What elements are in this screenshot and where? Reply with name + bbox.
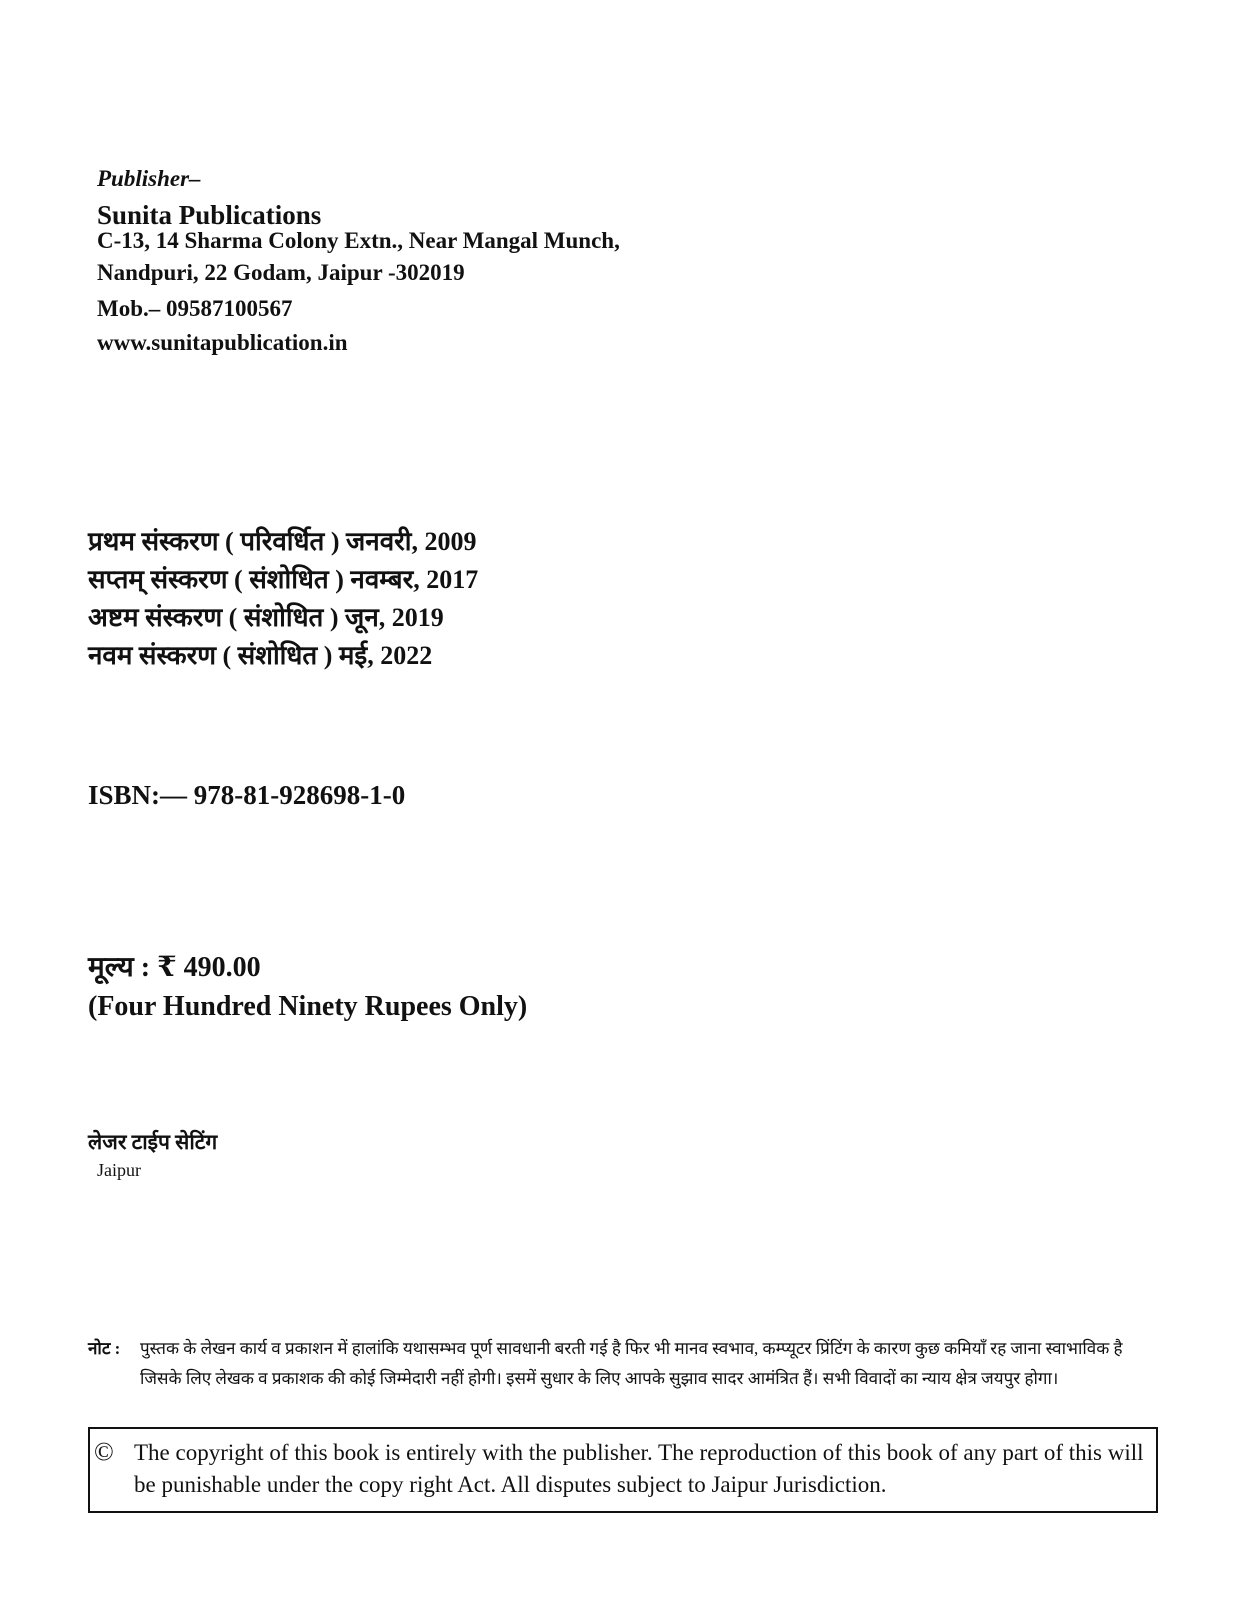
publisher-address-line2: Nandpuri, 22 Godam, Jaipur -302019 <box>97 260 465 285</box>
note <box>88 1334 1158 1394</box>
publisher-website: www.sunitapublication.in <box>97 330 348 355</box>
typesetting-city: Jaipur <box>97 1160 141 1180</box>
edition-line: प्रथम संस्करण ( परिवर्धित ) जनवरी, 2009 <box>88 527 477 556</box>
publisher-label: Publisher– <box>97 166 201 191</box>
edition-line: सप्तम् संस्करण ( संशोधित ) नवम्बर, 2017 <box>88 565 479 594</box>
isbn: ISBN:— 978-81-928698-1-0 <box>88 780 406 810</box>
copyright-icon: © <box>94 1437 114 1466</box>
edition-line: अष्टम संस्करण ( संशोधित ) जून, 2019 <box>88 603 444 632</box>
price-in-words: (Four Hundred Ninety Rupees Only) <box>88 991 528 1022</box>
publisher-mobile: Mob.– 09587100567 <box>97 296 293 321</box>
publisher-address-line1: C-13, 14 Sharma Colony Extn., Near Mangal Munch, <box>97 228 620 253</box>
copyright-box <box>88 1427 1158 1513</box>
note-text: पुस्तक के लेखन कार्य व प्रकाशन में हालांकि यथासम्भव पूर्ण सावधानी बरती गई है फिर भी मानव स्वभाव, कम्प्यूटर प्रिंटिंग के कारण कुछ कमियाँ रह जाना स्वाभाविक है जिसके लिए लेखक व प्रकाशक की कोई जिम्मेदारी नहीं होगी। इसमें सुधार के लिए आपके सुझाव सादर आमंत्रित हैं। सभी विवादों का न्याय क्षेत्र जयपुर होगा। <box>140 1339 1123 1388</box>
price: मूल्य : ₹ 490.00 <box>88 952 261 983</box>
publisher-name: Sunita Publications <box>97 200 322 230</box>
copyright-text: The copyright of this book is entirely with the publisher. The reproduction of this book of any part of this will be punishable under the copy right Act. All disputes subject to Jaipur Jurisdiction. <box>134 1440 1144 1497</box>
edition-line: नवम संस्करण ( संशोधित ) मई, 2022 <box>88 641 433 670</box>
typesetting-label: लेजर टाईप सेटिंग <box>88 1130 218 1154</box>
note-label: नोट : <box>88 1339 121 1358</box>
